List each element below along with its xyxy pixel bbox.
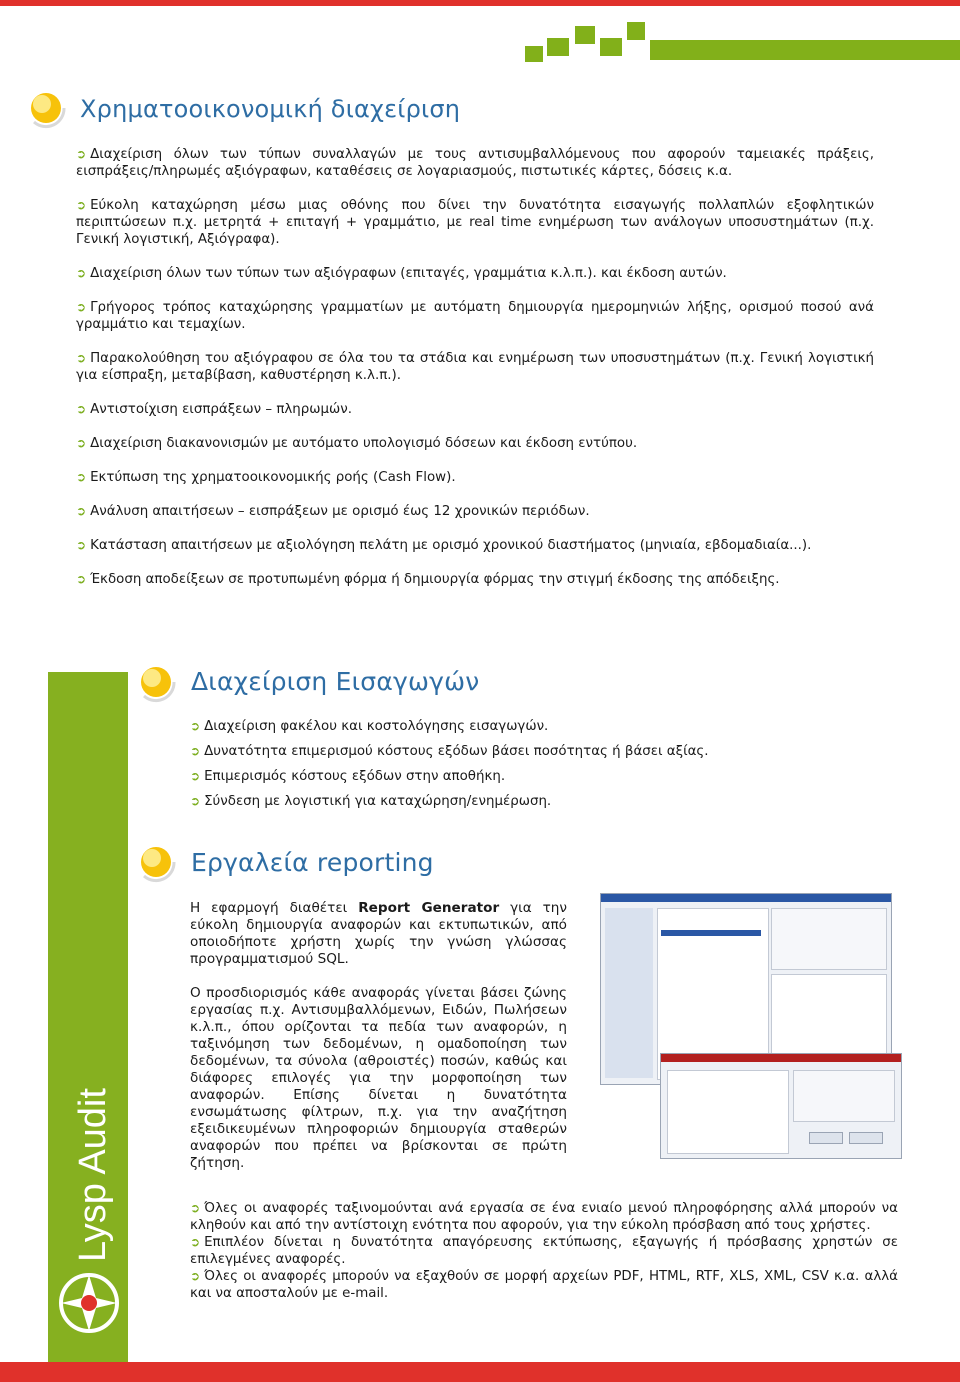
list-item: ➲ Αντιστοίχιση εισπράξεων – πληρωμών. (76, 402, 352, 417)
arrow-bullet-icon: ➲ (190, 1201, 201, 1215)
arrow-bullet-icon: ➲ (76, 300, 87, 314)
list-item: ➲ Διαχείριση όλων των τύπων συναλλαγών με τους αντισυμβαλλόμενους που αφορούν ταμειακές πράξεις, εισπράξεις/πληρωμές αξιόγραφων, καταθέσεις σε λογαριασμούς, πιστωτικές κάρτες, δόσεις κ.α. (76, 147, 874, 179)
list-item: ➲ Διαχείριση διακανονισμών με αυτόματο υπολογισμό δόσεων και έκδοση εντύπου. (76, 436, 638, 451)
arrow-bullet-icon: ➲ (76, 470, 87, 484)
arrow-bullet-icon: ➲ (190, 769, 201, 783)
arrow-bullet-icon: ➲ (76, 198, 87, 212)
list-item: ➲ Εύκολη καταχώρηση μέσω μιας οθόνης που δίνει την δυνατότητα εισαγωγής πολλαπλών εξοφλητικών περιπτώσεων π.χ. μετρητά + επιταγή + γραμμάτιο, με real time ενημέρωση των ανάλογων υποσυστημάτων (π.χ. Γενική λογιστική, Αξιόγραφα). (76, 198, 874, 247)
arrow-bullet-icon: ➲ (190, 744, 201, 758)
bottom-red-bar (0, 1362, 960, 1382)
page-title: Χρηματοοικονομική διαχείριση (80, 95, 461, 123)
arrow-bullet-icon: ➲ (190, 1269, 201, 1283)
arrow-bullet-icon: ➲ (76, 538, 87, 552)
arrow-bullet-icon: ➲ (76, 147, 87, 161)
list-item: ➲ Εκτύπωση της χρηματοοικονομικής ροής (Cash Flow). (76, 470, 456, 485)
arrow-bullet-icon: ➲ (190, 719, 201, 733)
brand-logo-icon (56, 1270, 122, 1336)
arrow-bullet-icon: ➲ (190, 1235, 201, 1249)
sun-icon (136, 840, 180, 884)
list-item: ➲ Επιμερισμός κόστους εξόδων στην αποθήκη. (190, 769, 506, 784)
list-item: ➲ Σύνδεση με λογιστική για καταχώρηση/ενημέρωση. (190, 794, 552, 809)
reporting-paragraph-1: Η εφαρμογή διαθέτει Report Generator για την εύκολη δημιουργία αναφορών και εκτυπωτικών, από οποιοδήποτε χρήστη χωρίς την γνώση γλώσσας προγραμματισμού SQL. (190, 900, 568, 967)
arrow-bullet-icon: ➲ (76, 504, 87, 518)
arrow-bullet-icon: ➲ (76, 436, 87, 450)
list-item: ➲ Όλες οι αναφορές ταξινομούνται ανά εργασία σε ένα ενιαίο μενού πληροφόρησης αλλά μπορούν να κληθούν και από την αντίστοιχη ενότητα που αφορούν, για την εύκολη πρόσβαση από τους χρήστες. (190, 1201, 898, 1233)
finance-bullet-list (76, 146, 874, 605)
list-item: ➲ Όλες οι αναφορές μπορούν να εξαχθούν σε μορφή αρχείων PDF, HTML, RTF, XLS, XML, CSV κ.α. αλλά και να αποσταλούν με e-mail. (190, 1269, 898, 1301)
list-item: ➲ Επιπλέον δίνεται η δυνατότητα απαγόρευσης εκτύπωσης, εξαγωγής ή πρόσβασης χρηστών σε επιλεγμένες αναφορές. (190, 1235, 898, 1267)
list-item: ➲ Ανάλυση απαιτήσεων – εισπράξεων με ορισμό έως 12 χρονικών περιόδων. (76, 504, 590, 519)
imports-title: Διαχείριση Εισαγωγών (191, 667, 480, 696)
sun-icon (136, 660, 180, 704)
reporting-paragraph-2: Ο προσδιορισμός κάθε αναφοράς γίνεται βάσει ζώνης εργασίας π.χ. Αντισυμβαλλόμενων, Ειδών, Πωλήσεων κ.λ.π., όπου ορίζονται τα πεδία των αναφορών, η ταξινόμηση των δεδομένων, η ομαδοποίηση των δεδομένων, τα σύνολα (αθροιστές) ποσών, καθώς και διάφορες επιλογές για την μορφοποίηση των αναφορών. Επίσης δίνεται η δυνατότητα ενσωμάτωσης φίλτρων, π.χ. για την αναζήτηση εξειδικευμένων πληροφοριών δημιουργία σταθερών αναφορών που πρέπει να βρίσκονται σε πρώτη ζήτηση. (190, 985, 567, 1171)
arrow-bullet-icon: ➲ (76, 402, 87, 416)
arrow-bullet-icon: ➲ (190, 794, 201, 808)
reporting-bullet-list (190, 1200, 898, 1302)
list-item: ➲ Διαχείριση όλων των τύπων των αξιόγραφων (επιταγές, γραμμάτια κ.λ.π.). και έκδοση αυτών. (76, 266, 727, 281)
imports-bullet-list (190, 714, 890, 814)
top-red-bar (0, 0, 960, 6)
list-item: ➲ Έκδοση αποδείξεων σε προτυπωμένη φόρμα ή δημιουργία φόρμας την στιγμή έκδοσης της απόδειξης. (76, 572, 780, 587)
arrow-bullet-icon: ➲ (76, 351, 87, 365)
reporting-description (190, 900, 567, 1189)
list-item: ➲ Γρήγορος τρόπος καταχώρησης γραμματίων με αυτόματη δημιουργία ημερομηνιών λήξης, ορισμού ποσού ανά γραμμάτιο και τεμαχίων. (76, 300, 874, 332)
arrow-bullet-icon: ➲ (76, 266, 87, 280)
sun-icon (26, 86, 70, 130)
arrow-bullet-icon: ➲ (76, 572, 87, 586)
list-item: ➲ Διαχείριση φακέλου και κοστολόγησης εισαγωγών. (190, 719, 549, 734)
list-item: ➲ Παρακολούθηση του αξιόγραφου σε όλα του τα στάδια και ενημέρωση των υποσυστημάτων (π.χ. Γενική λογιστική για είσπραξη, μεταβίβαση, καθυστέρηση κ.λ.π.). (76, 351, 874, 383)
list-item: ➲ Κατάσταση απαιτήσεων με αξιολόγηση πελάτη με ορισμό χρονικού διαστήματος (μηνιαία, εβδομαδιαία...). (76, 538, 812, 553)
list-item: ➲ Δυνατότητα επιμερισμού κόστους εξόδων βάσει ποσότητας ή βάσει αξίας. (190, 744, 709, 759)
report-dialog-screenshot (660, 1053, 902, 1159)
reporting-title: Εργαλεία reporting (191, 848, 434, 877)
